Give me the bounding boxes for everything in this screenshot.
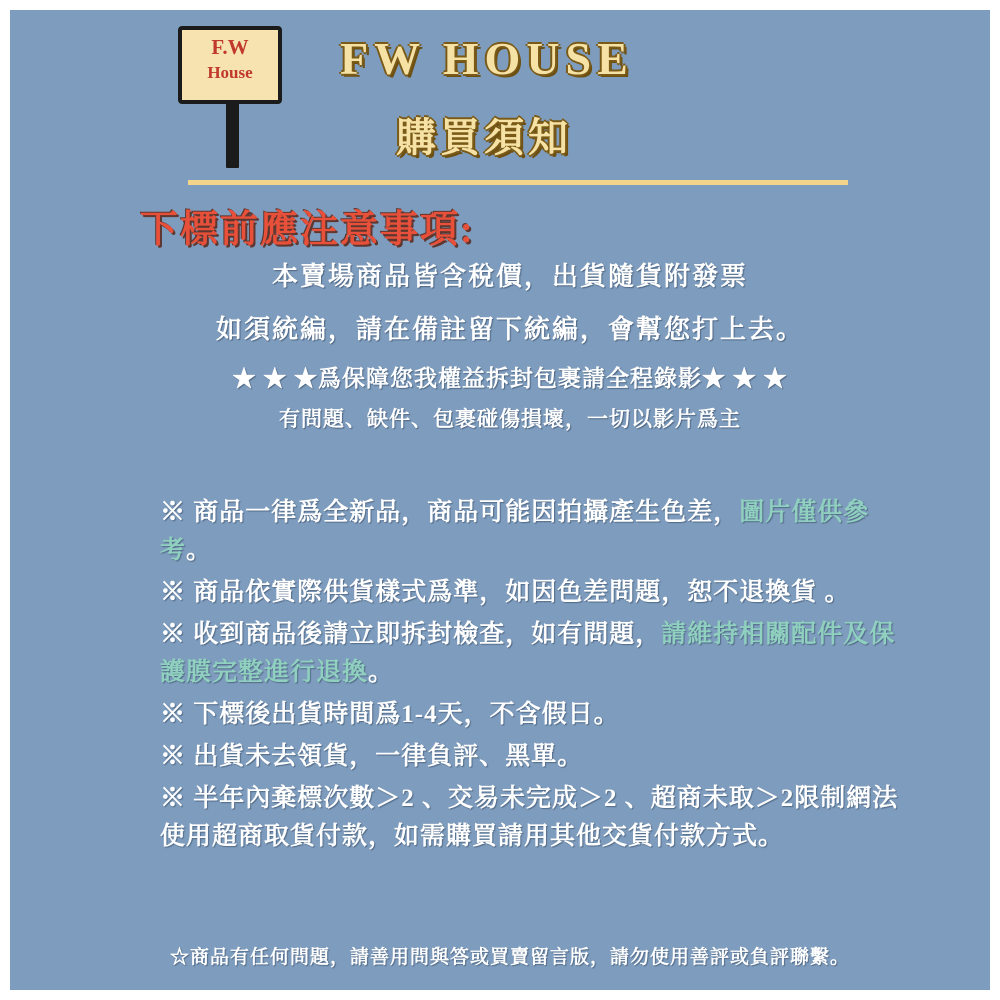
notes-list — [160, 494, 900, 860]
page-subtitle: 購買須知 — [396, 115, 572, 160]
note-text: ※ 下標後出貨時間爲1-4天，不含假日。 — [160, 701, 620, 728]
intro-line-3: ★ ★ ★爲保障您我權益拆封包裹請全程錄影★ ★ ★ — [232, 366, 788, 391]
logo-line1: F.W — [211, 35, 249, 59]
list-item — [160, 616, 900, 692]
intro-block — [10, 256, 1000, 449]
sign-post-icon — [226, 96, 239, 168]
brand-title: FW HOUSE — [340, 33, 634, 84]
footer-note: ☆商品有任何問題，請善用問與答或買賣留言版，請勿使用善評或負評聯繫。 — [169, 947, 850, 968]
note-suffix: 。 — [186, 537, 213, 564]
section-heading: 下標前應注意事項: — [140, 209, 475, 251]
list-item — [160, 738, 900, 776]
note-text: ※ 商品一律爲全新品，商品可能因拍攝產生色差， — [160, 499, 740, 526]
note-text: ※ 出貨未去領貨，一律負評、黑單。 — [160, 743, 584, 770]
divider — [188, 180, 848, 185]
list-item — [160, 494, 900, 570]
intro-line-4: 有問題、缺件、包裹碰傷損壞，一切以影片爲主 — [279, 407, 741, 431]
list-item — [160, 574, 900, 612]
note-highlight: 請維持相關配件及保護膜完整進行退換 — [160, 621, 896, 686]
logo-line2: House — [207, 63, 253, 82]
list-item — [160, 696, 900, 734]
intro-line-2: 如須統編，請在備註留下統編，會幫您打上去。 — [215, 315, 804, 344]
sign-board-icon — [178, 26, 282, 104]
fw-house-logo — [178, 18, 288, 168]
note-highlight: 圖片僅供參考 — [160, 499, 870, 564]
intro-line-1: 本賣場商品皆含稅價，出貨隨貨附發票 — [271, 262, 748, 291]
note-text: ※ 半年內棄標次數＞2 、交易未完成＞2 、超商未取＞2限制網法使用超商取貨付款，如需購買請用其他交貨付款方式。 — [160, 785, 899, 850]
note-text: ※ 商品依實際供貨樣式爲準，如因色差問題，恕不退換貨 。 — [160, 579, 851, 606]
list-item — [160, 780, 900, 856]
note-suffix: 。 — [368, 659, 395, 686]
note-text: ※ 收到商品後請立即拆封檢查，如有問題， — [160, 621, 662, 648]
